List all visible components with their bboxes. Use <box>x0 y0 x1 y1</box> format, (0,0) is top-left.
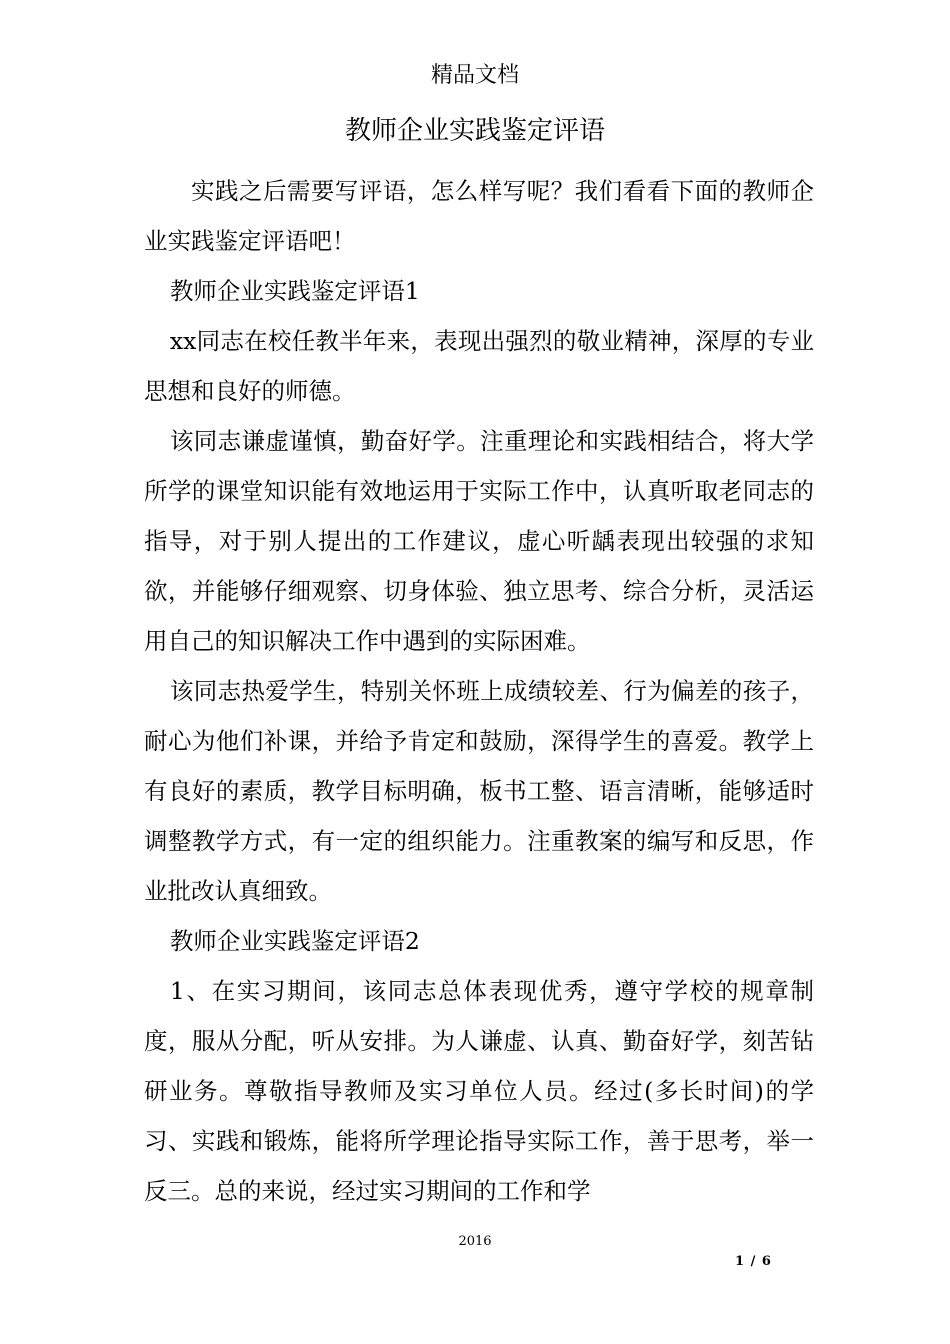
intro-paragraph: 实践之后需要写评语，怎么样写呢？我们看看下面的教师企业实践鉴定评语吧！ <box>144 177 814 255</box>
page-number: 1 / 6 <box>735 1254 772 1269</box>
body-paragraph: 该同志谦虚谨慎，勤奋好学。注重理论和实践相结合，将大学所学的课堂知识能有效地运用于实际工作中，认真听取老同志的指导，对于别人提出的工作建议，虚心听龋表现出较强的求知欲，并能够仔细观察、切身体验、独立思考、综合分析，灵活运用自己的知识解决工作中遇到的实际困难。 <box>144 427 814 655</box>
page-title: 教师企业实践鉴定评语 <box>344 116 605 146</box>
body-paragraph: xx同志在校任教半年来，表现出强烈的敬业精神，深厚的专业思想和良好的师德。 <box>144 327 814 405</box>
body-paragraph: 1、在实习期间，该同志总体表现优秀，遵守学校的规章制度，服从分配，听从安排。为人谦虚、认真、勤奋好学，刻苦钻研业务。尊敬指导教师及实习单位人员。经过(多长时间)的学习、实践和锻炼，能将所学理论指导实际工作，善于思考，举一反三。总的来说，经过实习期间的工作和学 <box>144 977 814 1205</box>
header-label: 精品文档 <box>430 63 519 88</box>
section-heading-2: 教师企业实践鉴定评语2 <box>169 927 420 955</box>
section-heading-1: 教师企业实践鉴定评语1 <box>169 277 420 305</box>
footer-year: 2016 <box>458 1234 492 1249</box>
body-paragraph: 该同志热爱学生，特别关怀班上成绩较差、行为偏差的孩子，耐心为他们补课，并给予肯定和鼓励，深得学生的喜爱。教学上有良好的素质，教学目标明确，板书工整、语言清晰，能够适时调整教学方式，有一定的组织能力。注重教案的编写和反思，作业批改认真细致。 <box>144 677 814 905</box>
document-body <box>144 166 814 1216</box>
